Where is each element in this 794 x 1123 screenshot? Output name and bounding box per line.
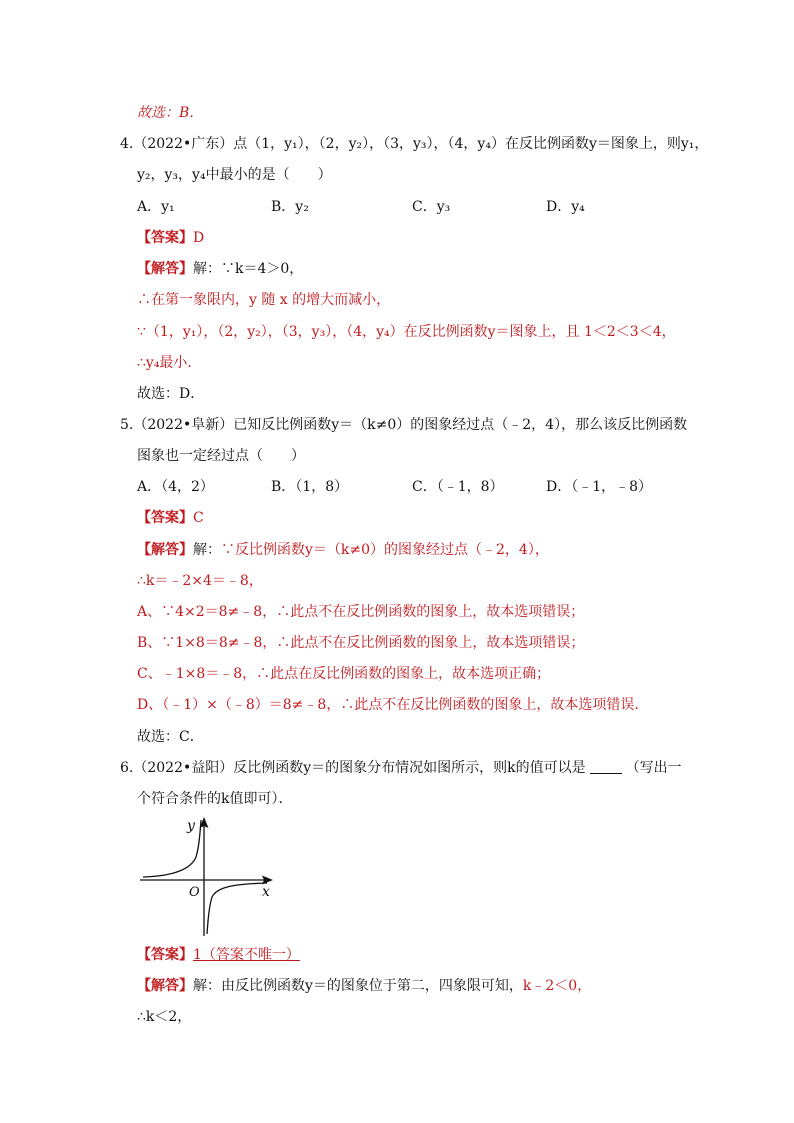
q4-conclusion: 故选：D．	[137, 386, 205, 402]
q4-analysis-label: 【解答】	[137, 261, 193, 277]
q5-analysis-rest: ∵反比例函数y＝（k≠0）的图象经过点（﹣2，4），	[221, 542, 549, 558]
q5-analysis-lead: 解：	[193, 542, 221, 558]
q4-step-1: ∴在第一象限内，y 随 x 的增大而减小，	[137, 292, 391, 308]
q6-analysis	[137, 976, 591, 996]
q6-hyperbola-graph	[135, 812, 285, 942]
q4-answer-label: 【答案】	[137, 230, 193, 246]
q4-option-a: A．y₁	[137, 199, 175, 215]
q6-answer	[137, 945, 300, 965]
q6-step-1: ∴k＜2，	[137, 1009, 192, 1025]
q5-answer	[137, 508, 204, 528]
q6-analysis-red: k﹣2＜0，	[522, 978, 592, 994]
q5-step-3: B、∵1×8＝8≠﹣8，∴此点不在反比例函数的图象上，故本选项错误；	[137, 635, 585, 651]
y-axis-label: y	[187, 818, 195, 834]
hyperbola-branch-lower-right	[207, 883, 267, 934]
q6-answer-value: 1（答案不唯一）	[193, 947, 300, 963]
q5-step-1: ∴k＝﹣2×4＝﹣8，	[137, 573, 263, 589]
q5-conclusion: 故选：C．	[137, 729, 204, 745]
q4-step-3: ∴y₄最小．	[137, 355, 202, 371]
q5-analysis-label: 【解答】	[137, 542, 193, 558]
q3-conclusion: 故选：B．	[137, 105, 204, 121]
q5-step-2: A、∵4×2＝8≠﹣8，∴此点不在反比例函数的图象上，故本选项错误；	[137, 604, 585, 620]
q6-stem-line1-a: 6.（2022•益阳）反比例函数y＝的图象分布情况如图所示，则k的值可以是	[120, 760, 586, 776]
q5-option-d: D．（﹣1，﹣8）	[546, 479, 653, 495]
q4-option-c: C．y₃	[412, 199, 451, 215]
q6-answer-label: 【答案】	[137, 947, 193, 963]
q5-step-5: D、（﹣1）×（﹣8）＝8≠﹣8，∴此点不在反比例函数的图象上，故本选项错误．	[137, 697, 649, 713]
q6-analysis-label: 【解答】	[137, 978, 193, 994]
q5-answer-value: C	[193, 510, 204, 526]
q6-stem-line1	[120, 758, 682, 778]
q5-stem-line2: 图象也一定经过点（ ）	[137, 448, 305, 464]
q4-analysis-line1: 解：∵k＝4＞0，	[193, 261, 304, 277]
q5-step-4: C、﹣1×8＝﹣8，∴此点在反比例函数的图象上，故本选项正确；	[137, 666, 551, 682]
x-axis-label: x	[262, 884, 270, 900]
q4-stem-line2: y₂，y₃，y₄中最小的是（ ）	[137, 167, 332, 183]
q5-option-a: A．（4，2）	[137, 479, 214, 495]
q4-option-d: D．y₄	[546, 199, 585, 215]
q4-step-2: ∵（1，y₁），（2，y₂），（3，y₃），（4，y₄）在反比例函数y＝图象上，且 1＜2＜3＜4，	[137, 324, 676, 340]
q5-answer-label: 【答案】	[137, 510, 193, 526]
q6-stem-line1-b: （写出一	[625, 760, 682, 776]
q4-stem-line1: 4.（2022•广东）点（1，y₁），（2，y₂），（3，y₃），（4，y₄）在反比例函数y＝图象上，则y₁，	[120, 136, 709, 152]
q4-analysis	[137, 259, 303, 279]
q6-answer-blank	[590, 759, 622, 774]
q4-answer	[137, 228, 204, 248]
origin-label: O	[189, 885, 200, 900]
q4-option-b: B．y₂	[271, 199, 309, 215]
q5-option-c: C．（﹣1，8）	[412, 479, 504, 495]
q5-stem-line1: 5.（2022•阜新）已知反比例函数y＝（k≠0）的图象经过点（﹣2，4），那么该反比例函数	[120, 417, 688, 433]
q5-analysis	[137, 540, 549, 560]
q6-analysis-lead: 解：由反比例函数y＝的图象位于第二，四象限可知，	[193, 978, 523, 994]
q4-answer-value: D	[193, 230, 205, 246]
q6-stem-line2: 个符合条件的k值即可）．	[137, 791, 293, 807]
q5-option-b: B．（1，8）	[271, 479, 349, 495]
